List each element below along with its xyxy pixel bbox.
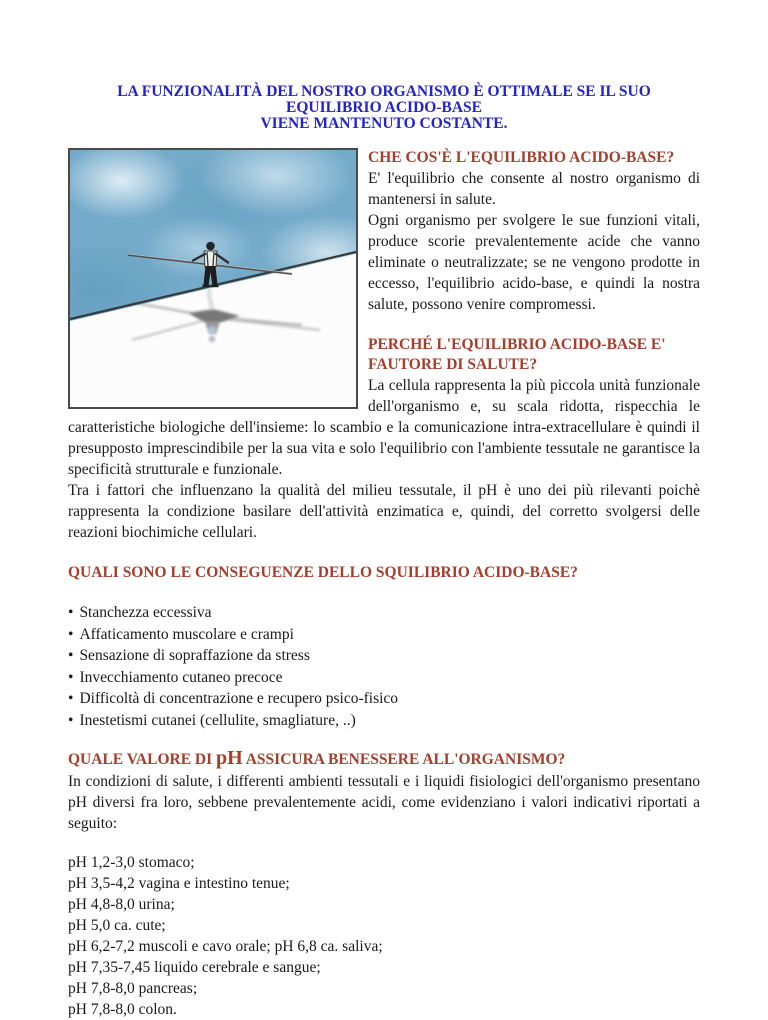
consequence-item <box>68 645 700 667</box>
consequence-item <box>68 688 700 710</box>
heading-ph-value <box>68 748 700 771</box>
document-title <box>68 84 700 132</box>
ph-value-item: pH 7,8-8,0 pancreas; <box>68 980 198 997</box>
ph-value-item: pH 4,8-8,0 urina; <box>68 896 175 913</box>
heading-what-is-equilibrium: CHE COS'È L'EQUILIBRIO ACIDO-BASE? <box>368 149 675 166</box>
consequence-text: Sensazione di sopraffazione da stress <box>79 647 310 664</box>
title-line-3: VIENE MANTENUTO COSTANTE. <box>260 115 508 132</box>
consequence-item <box>68 667 700 689</box>
paragraph-ph-relevance: Tra i fattori che influenzano la qualità del milieu tessutale, il pH è uno dei più rilevanti poichè rappresenta la condizione basilare dell'attività enzimatica e, quindi, del corretto svolgersi delle reazioni biochimiche cellulari. <box>68 482 700 541</box>
paragraph-cell-unit: La cellula rappresenta la più piccola unità funzionale dell'organismo e, su scala ridotta, rispecchia le caratteristiche biologiche dell'insieme: lo scambio e la comunicazione intra-extracellulare è quindi il presupposto imprescindibile per la sua vita e solo l'equilibrio con l'ambiente tessutale ne garantisce la specificità strutturale e funzionale. <box>68 377 700 478</box>
bullet-glyph: • <box>68 690 74 707</box>
consequence-text: Invecchiamento cutaneo precoce <box>79 668 283 686</box>
heading-ph-suffix: ASSICURA BENESSERE ALL'ORGANISMO? <box>242 751 566 768</box>
bullet-glyph: • <box>68 625 74 643</box>
consequences-list <box>68 602 700 731</box>
paragraph-ph-intro: In condizioni di salute, i differenti ambienti tessutali e i liquidi fisiologici dell'organismo presentano pH diversi fra loro, sebbene prevalentemente acidi, come evidenziano i valori indicativi riportati a seguito: <box>68 773 700 832</box>
paragraph-organism-waste: Ogni organismo per svolgere le sue funzioni vitali, produce scorie prevalentemente acide che vanno eliminate o neutralizzate; se ne vengono prodotte in eccesso, l'equilibrio acido-base, e quindi la nostra salute, possono venire compromessi. <box>368 212 700 313</box>
tightrope-walker-illustration <box>70 150 356 407</box>
consequence-text: Inestetismi cutanei (cellulite, smagliature, ..) <box>79 711 356 729</box>
title-line-2: EQUILIBRIO ACIDO-BASE <box>286 99 482 116</box>
ph-value-item: pH 7,35-7,45 liquido cerebrale e sangue; <box>68 959 321 976</box>
paragraph-equilibrium-definition: E' l'equilibrio che consente al nostro organismo di mantenersi in salute. <box>368 170 700 208</box>
heading-ph-prefix: QUALE VALORE DI <box>68 751 217 768</box>
ph-value-item: pH 5,0 ca. cute; <box>68 917 166 934</box>
ph-value-item: pH 7,8-8,0 colon. <box>68 1001 177 1018</box>
document-body <box>68 148 700 1020</box>
bullet-glyph: • <box>68 668 74 686</box>
heading-consequences: QUALI SONO LE CONSEGUENZE DELLO SQUILIBRIO ACIDO-BASE? <box>68 564 578 581</box>
ph-value-item: pH 3,5-4,2 vagina e intestino tenue; <box>68 875 290 892</box>
ph-values-list <box>68 852 700 1020</box>
consequence-text: Difficoltà di concentrazione e recupero psico-fisico <box>79 690 399 707</box>
bullet-glyph: • <box>68 604 74 621</box>
consequence-item <box>68 624 700 646</box>
bullet-glyph: • <box>68 711 74 729</box>
title-line-1: LA FUNZIONALITÀ DEL NOSTRO ORGANISMO È OTTIMALE SE IL SUO <box>117 83 651 100</box>
ph-value-item: pH 6,2-7,2 muscoli e cavo orale; pH 6,8 ca. saliva; <box>68 938 383 955</box>
heading-why-health-factor: PERCHÉ L'EQUILIBRIO ACIDO-BASE E' FAUTORE DI SALUTE? <box>368 336 666 373</box>
tightrope-walker-image <box>68 148 358 409</box>
consequence-item <box>68 602 700 624</box>
consequence-text: Affaticamento muscolare e crampi <box>79 625 294 643</box>
consequence-text: Stanchezza eccessiva <box>79 604 212 621</box>
ph-symbol: pH <box>216 747 243 769</box>
ph-value-item: pH 1,2-3,0 stomaco; <box>68 854 195 871</box>
bullet-glyph: • <box>68 647 74 664</box>
tightrope-walker <box>193 242 228 288</box>
consequence-item <box>68 710 700 732</box>
